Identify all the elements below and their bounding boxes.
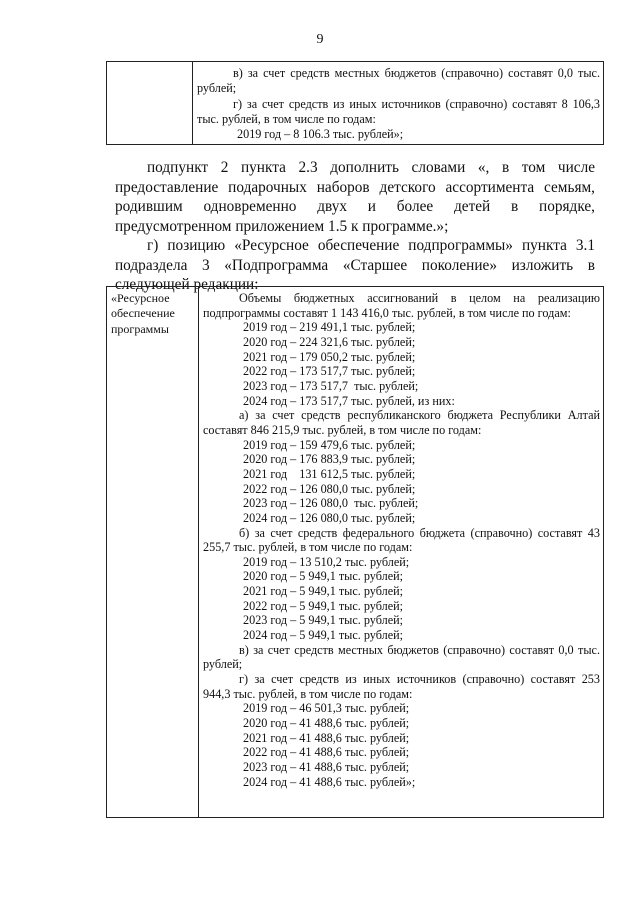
year-line: 2022 год – 173 517,7 тыс. рублей; — [243, 364, 416, 379]
year-line: 2019 год – 219 491,1 тыс. рублей; — [243, 320, 416, 335]
year-line: 2020 год – 5 949,1 тыс. рублей; — [243, 569, 404, 584]
continuation-table-text — [197, 66, 600, 142]
year-line: 2024 год – 126 080,0 тыс. рублей; — [243, 510, 416, 525]
year-line: 2021 год – 41 488,6 тыс. рублей; — [243, 730, 410, 745]
year-line: 2021 год – 179 050,2 тыс. рублей; — [243, 349, 416, 364]
year-line: 2019 год – 159 479,6 тыс. рублей; — [243, 437, 416, 452]
year-line: 2024 год – 173 517,7 тыс. рублей, из них: — [243, 393, 455, 408]
funding-source-g: г) за счет средств из иных источников (справочно) составят 253 944,3 тыс. рублей, в том числе по годам: — [203, 672, 600, 701]
table-line: в) за счет средств местных бюджетов (справочно) составят 0,0 тыс. рублей; — [197, 66, 600, 96]
table-line: г) за счет средств из иных источников (справочно) составят 8 106,3 тыс. рублей, в том числе по годам: — [197, 96, 600, 126]
continuation-table — [106, 61, 604, 145]
resource-table — [106, 286, 604, 818]
year-line: 2022 год – 126 080,0 тыс. рублей; — [243, 481, 416, 496]
table-line: 2019 год – 8 106.3 тыс. рублей»; — [237, 127, 404, 142]
year-line: 2022 год – 41 488,6 тыс. рублей; — [243, 745, 410, 760]
year-line: 2023 год – 5 949,1 тыс. рублей; — [243, 613, 404, 628]
year-line: 2021 год 131 612,5 тыс. рублей; — [243, 466, 416, 481]
year-line: 2022 год – 5 949,1 тыс. рублей; — [243, 598, 404, 613]
year-line: 2020 год – 224 321,6 тыс. рублей; — [243, 334, 416, 349]
year-line: 2019 год – 13 510,2 тыс. рублей; — [243, 554, 410, 569]
year-line: 2020 год – 41 488,6 тыс. рублей; — [243, 716, 410, 731]
year-line: 2020 год – 176 883,9 тыс. рублей; — [243, 452, 416, 467]
paragraph-amendment-2: г) позицию «Ресурсное обеспечение подпрограммы» пункта 3.1 подраздела 3 «Подпрограмма «Старшее поколение» изложить в следующей редакции: — [115, 237, 595, 294]
funding-intro: Объемы бюджетных ассигнований в целом на реализацию подпрограммы составят 1 143 416,0 тыс. рублей, в том числе по годам: — [203, 291, 600, 320]
table-column-divider — [192, 62, 193, 144]
resource-table-label: «Ресурсное обеспечение программы — [111, 291, 175, 336]
funding-source-a: а) за счет средств республиканского бюджета Республики Алтай составят 846 215,9 тыс. рублей, в том числе по годам: — [203, 408, 600, 437]
table-column-divider — [198, 287, 199, 817]
year-line: 2024 год – 5 949,1 тыс. рублей; — [243, 628, 404, 643]
paragraph-amendment-1: подпункт 2 пункта 2.3 дополнить словами «, в том числе предоставление подарочных наборов детского ассортимента семьям, родившим одновременно двух и более детей в порядке, предусмотренном приложением 1.5 к программе.»; — [115, 159, 595, 235]
year-line: 2023 год – 126 080,0 тыс. рублей; — [243, 496, 419, 511]
page-number: 9 — [316, 32, 324, 47]
year-line: 2024 год – 41 488,6 тыс. рублей»; — [243, 774, 416, 789]
resource-table-text — [203, 291, 600, 789]
year-line: 2021 год – 5 949,1 тыс. рублей; — [243, 584, 404, 599]
funding-source-v: в) за счет средств местных бюджетов (справочно) составят 0,0 тыс. рублей; — [203, 642, 600, 672]
year-line: 2019 год – 46 501,3 тыс. рублей; — [243, 701, 410, 716]
funding-source-b: б) за счет средств федерального бюджета (справочно) составят 43 255,7 тыс. рублей, в том числе по годам: — [203, 525, 600, 555]
year-line: 2023 год – 41 488,6 тыс. рублей; — [243, 760, 410, 774]
year-line: 2023 год – 173 517,7 тыс. рублей; — [243, 378, 419, 393]
